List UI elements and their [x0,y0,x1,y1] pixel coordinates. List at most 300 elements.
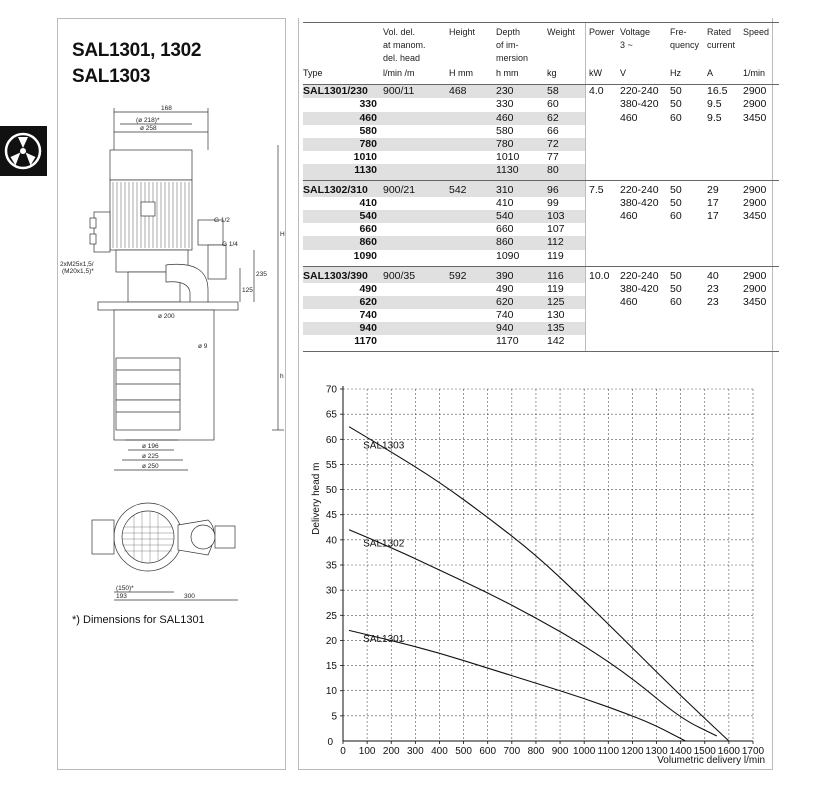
table-cell [586,98,621,111]
table-cell [743,322,779,335]
table-cell [620,164,670,181]
table-cell: 50 [670,269,682,282]
y-tick-label: 5 [331,711,337,723]
table-cell: 142 [547,335,586,352]
table-cell [383,138,449,151]
table-cell: 66 [547,124,559,137]
table-cell: 542 [449,181,496,198]
dim-168: 168 [161,105,172,112]
table-cell: 460 [620,210,638,223]
x-tick-label: 1600 [717,746,741,757]
table-cell: SAL1303/390 [303,266,383,283]
table-cell: 460 [303,112,383,125]
table-cell [586,39,621,52]
table-cell: 60 [670,210,682,223]
table-cell [586,236,621,249]
table-cell: 119 [547,282,564,295]
table-cell: 103 [547,210,586,223]
table-cell [449,309,496,322]
table-cell: 2900 [743,98,767,111]
table-cell [449,322,496,335]
table-cell [620,236,670,249]
table-cell [547,52,586,65]
series-label-sal1301: SAL1301 [363,633,405,645]
x-tick-label: 0 [340,746,346,757]
table-cell: current [707,40,736,51]
table-row [303,223,779,236]
table-cell: 96 [547,181,586,198]
table-cell: 592 [449,266,496,283]
table-cell [449,98,496,111]
table-cell: Rated [707,23,743,40]
table-row [303,250,779,267]
table-cell: 460 [620,295,638,308]
table-cell [707,52,743,65]
table-cell: 900/21 [383,181,449,198]
origin-label: 0 [327,737,333,748]
table-cell [449,250,496,267]
table-cell [743,151,779,164]
table-cell: 330 [359,98,377,111]
table-cell: 60 [670,295,682,308]
table-cell: h mm [496,65,547,85]
table-cell: 1170 [496,335,547,352]
x-tick-label: 500 [455,746,472,757]
table-cell: 2900 [743,85,767,98]
table-cell: 1130 [496,164,547,181]
table-cell: SAL1302/310 [303,181,383,198]
table-cell: 900/11 [383,85,449,99]
table-cell: 1130 [303,164,383,181]
table-cell: 3450 [743,210,767,223]
table-cell: 125 [547,296,586,309]
table-row [303,283,779,296]
table-cell [670,335,707,352]
x-tick-label: 600 [479,746,497,757]
table-cell: quency [670,40,700,51]
y-tick-label: 20 [325,635,337,647]
page-title [72,38,201,90]
table-cell: kW [586,65,621,85]
footnote: *) Dimensions for SAL1301 [72,614,205,626]
table-cell [707,151,743,164]
table-cell [303,23,383,40]
table-cell [707,223,743,236]
table-cell: 72 [547,138,586,151]
table-cell: 620 [496,296,547,309]
dim-225: ø 225 [142,453,159,460]
table-cell [449,210,496,223]
table-cell: 580 [359,124,377,137]
y-tick-label: 55 [325,459,337,471]
table-cell [707,250,743,267]
table-cell [586,197,621,210]
table-cell [743,164,779,181]
table-cell: H mm [449,65,496,85]
x-tick-label: 100 [358,746,376,757]
dim-258: ø 258 [140,125,157,132]
table-row [303,210,779,223]
table-cell: 900/35 [383,266,449,283]
table-cell [620,125,670,138]
table-cell [743,309,779,322]
table-cell: Voltage [620,23,670,40]
table-cell: SAL1301/230 [303,85,383,99]
table-cell: 1170 [303,335,383,352]
table-row [303,296,779,309]
title-line-2: SAL1303 [72,66,151,87]
table-cell: 10.0 [586,266,621,283]
table-cell [383,236,449,249]
table-cell: Fre- [670,23,707,40]
table-cell: 490 [496,282,514,295]
table-cell: 4.0 [586,85,621,99]
table-cell: A [707,65,743,85]
table-cell: Vol. del. [383,23,449,40]
x-axis-label: Volumetric delivery l/min [657,755,765,766]
table-cell: 1090 [496,250,547,267]
pump-curve-chart [300,372,775,770]
table-cell [670,151,707,164]
table-cell [586,151,621,164]
table-cell: 135 [547,322,586,335]
x-tick-label: 1400 [669,746,692,757]
table-cell: Depth [496,23,547,40]
dim-200: ø 200 [158,313,175,320]
table-cell: V [620,65,670,85]
x-tick-label: 1000 [573,746,596,757]
table-cell [620,223,670,236]
x-tick-label: 200 [382,746,400,757]
table-cell: 2900 [743,282,767,295]
table-cell: Power [586,23,621,40]
table-cell: 380-420 [620,282,659,295]
table-cell [383,250,449,267]
table-cell: Type [303,65,383,85]
table-cell [449,112,496,125]
table-cell [586,283,621,296]
table-cell [449,39,496,52]
y-tick-label: 70 [325,384,337,396]
dim-150: (150)* [116,585,134,592]
x-tick-label: 800 [527,746,545,757]
dim-193: 193 [116,593,127,600]
table-cell: 23 [707,282,719,295]
table-cell: 940 [496,322,547,335]
table-cell [449,296,496,309]
side-tab [0,126,47,176]
x-tick-label: 1200 [621,746,644,757]
y-tick-label: 45 [325,510,337,522]
table-cell [620,335,670,352]
table-cell [449,283,496,296]
table-cell: of im- [496,40,519,51]
table-cell [383,309,449,322]
table-cell: 50 [670,282,682,295]
table-cell: 9.5 [707,98,722,111]
table-cell: Speed [743,23,779,40]
table-cell: 62 [547,112,586,125]
table-cell [449,197,496,210]
table-cell: 50 [670,184,682,197]
table-cell [707,138,743,151]
table-cell [449,52,496,65]
table-cell [383,98,449,111]
table-cell: 220-240 [620,184,659,197]
table-row [303,125,779,138]
table-row [303,39,779,52]
dim-cable-1: 2xM25x1,5/ [60,261,94,268]
y-tick-label: 40 [325,535,337,547]
table-cell [670,164,707,181]
table-cell: 580 [496,124,514,137]
x-tick-label: 1500 [693,746,716,757]
table-cell [383,112,449,125]
table-cell [670,250,707,267]
table-row [303,266,779,283]
table-cell: 740 [359,308,377,321]
table-cell: 540 [496,210,547,223]
table-cell: 1/min [743,65,779,85]
table-cell [743,223,779,236]
table-cell: 660 [359,223,377,236]
table-cell [670,309,707,322]
table-cell: 40 [707,269,719,282]
table-row [303,236,779,249]
table-cell [383,223,449,236]
table-cell: 310 [496,181,547,198]
table-cell: 23 [707,295,719,308]
table-cell: 2900 [743,184,767,197]
y-tick-label: 65 [325,409,337,421]
pump-drawing [58,100,286,610]
y-tick-label: 25 [325,610,337,622]
table-cell [743,138,779,151]
table-row [303,181,779,198]
table-cell [383,210,449,223]
table-cell: 860 [303,236,383,249]
table-cell: 330 [496,98,514,111]
table-cell [707,322,743,335]
table-cell [743,335,779,352]
series-label-sal1302: SAL1302 [363,538,405,550]
table-cell: Height [449,23,496,40]
table-cell [586,223,621,236]
table-cell [670,223,707,236]
table-cell [383,164,449,181]
table-cell: 2900 [743,269,767,282]
table-cell: kg [547,65,586,85]
dim-218: (ø 218)* [136,117,160,124]
table-cell: 490 [359,282,377,295]
table-cell [383,197,449,210]
dim-h: h [280,373,284,380]
table-cell: 3450 [743,111,767,124]
table-cell [707,335,743,352]
table-cell: 460 [620,111,638,124]
x-tick-label: 1300 [645,746,668,757]
dim-250: ø 250 [142,463,159,470]
table-cell: 119 [547,250,586,267]
table-cell [449,164,496,181]
table-cell: 50 [670,197,682,210]
table-cell: 16.5 [707,85,728,98]
table-row [303,112,779,125]
table-row [303,98,779,111]
table-cell: 220-240 [620,269,659,282]
table-cell: 29 [707,184,719,197]
x-tick-label: 300 [407,746,424,757]
table-cell: 17 [707,197,719,210]
table-cell: 50 [670,98,682,111]
table-cell: 7.5 [586,181,621,198]
table-cell [586,335,621,352]
table-cell [670,236,707,249]
table-cell [586,210,621,223]
table-cell: 1090 [303,250,383,267]
table-cell [303,39,383,52]
table-cell [449,138,496,151]
table-cell: 77 [547,150,559,163]
table-cell: 2900 [743,197,767,210]
dim-300: 300 [184,593,195,600]
table-cell [383,322,449,335]
table-cell [707,309,743,322]
dim-125: 125 [242,287,253,294]
table-cell: 80 [547,164,586,181]
table-cell: 116 [547,266,586,283]
table-cell: del. head [383,53,421,64]
table-cell: 390 [496,266,547,283]
table-cell: 1010 [496,150,520,163]
table-cell: 620 [303,296,383,309]
dim-235: 235 [256,271,267,278]
table-cell: 230 [496,85,547,99]
table-cell [670,138,707,151]
series-line-sal1303 [349,427,729,741]
table-row [303,52,779,65]
table-cell [383,151,449,164]
y-tick-label: 35 [325,560,337,572]
table-cell: mersion [496,53,529,64]
table-cell [670,125,707,138]
dim-H: H [280,231,285,238]
table-cell [586,309,621,322]
table-cell [449,151,496,164]
table-cell: 3 ~ [620,40,633,51]
table-cell [586,52,621,65]
table-cell [586,296,621,309]
table-cell [449,335,496,352]
table-cell [383,125,449,138]
table-cell [586,112,621,125]
dim-g12: G 1/2 [214,217,230,224]
table-cell: Hz [670,65,707,85]
y-tick-label: 10 [325,686,337,698]
x-tick-label: 900 [551,746,569,757]
x-tick-label: 700 [503,746,521,757]
table-cell [383,335,449,352]
table-cell [707,164,743,181]
table-cell: 860 [496,236,547,249]
table-cell [449,236,496,249]
table-cell: 740 [496,308,514,321]
table-row [303,322,779,335]
x-tick-label: 1100 [597,746,620,757]
table-cell: Weight [547,23,586,40]
table-cell [586,164,621,181]
table-row [303,65,779,85]
table-cell [547,39,586,52]
table-row [303,197,779,210]
table-cell [743,236,779,249]
table-row [303,85,779,99]
table-cell: 9.5 [707,111,722,124]
y-tick-label: 50 [325,485,337,497]
table-cell: 780 [303,138,383,151]
table-row [303,164,779,181]
series-line-sal1301 [349,630,685,741]
table-cell [670,322,707,335]
y-tick-label: 30 [325,585,337,597]
table-cell [620,322,670,335]
x-tick-label: 1700 [741,746,765,757]
table-cell [303,52,383,65]
y-tick-label: 60 [325,434,337,446]
dim-9: ø 9 [198,343,208,350]
table-cell: at manom. [383,40,426,51]
table-cell: 99 [547,197,559,210]
table-cell: 1010 [353,150,377,163]
y-axis-label: Delivery head m [311,462,322,535]
table-cell [586,138,621,151]
table-cell: 660 [496,223,514,236]
dim-196: ø 196 [142,443,159,450]
table-cell: 220-240 [620,85,659,98]
table-cell: 17 [707,210,719,223]
table-cell: 380-420 [620,98,659,111]
table-cell [743,125,779,138]
y-tick-label: 15 [325,661,337,673]
fan-icon [0,126,47,176]
table-cell: 380-420 [620,197,659,210]
table-cell [586,322,621,335]
table-cell: l/min /m [383,65,449,85]
table-cell [743,250,779,267]
table-cell [383,283,449,296]
table-cell: 410 [359,197,377,210]
spec-table [303,22,779,352]
x-tick-label: 400 [431,746,448,757]
table-cell [743,39,779,52]
table-cell [383,296,449,309]
table-cell [707,236,743,249]
table-cell [449,223,496,236]
table-cell: 58 [547,85,586,99]
table-cell: 50 [670,85,682,98]
table-cell: 468 [449,85,496,99]
series-line-sal1302 [349,530,717,736]
table-cell: 410 [496,197,514,210]
table-cell: 60 [670,111,682,124]
table-cell [620,309,670,322]
table-cell: 60 [547,98,559,111]
table-cell: 780 [496,138,547,151]
table-cell: 112 [547,236,586,249]
dim-g14: G 1/4 [222,241,238,248]
table-cell [620,151,670,164]
table-cell [620,138,670,151]
